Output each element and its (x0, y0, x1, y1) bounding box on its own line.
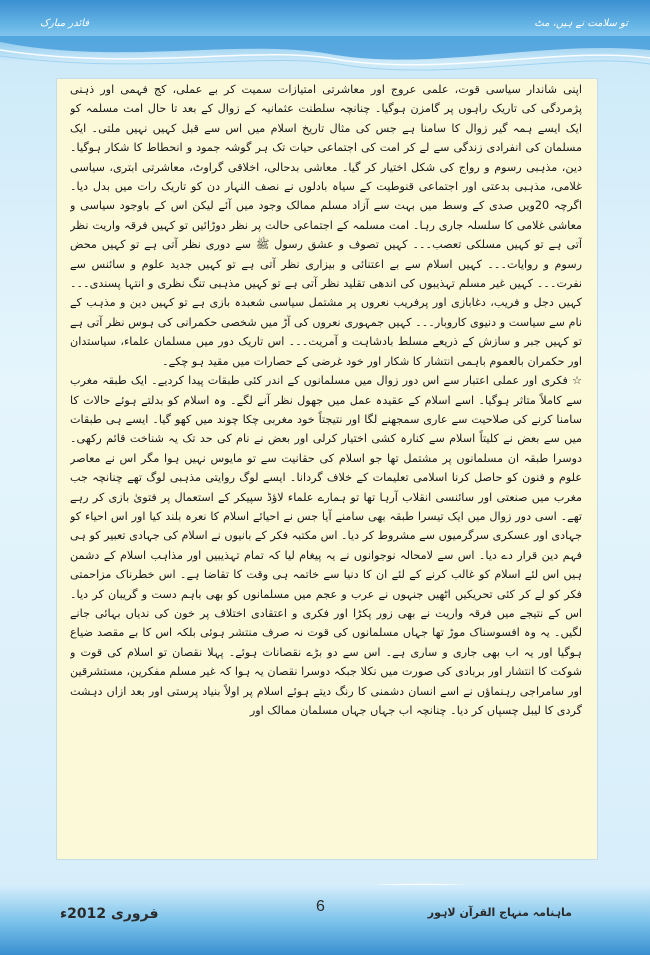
header-wave-ornament (0, 36, 650, 76)
paragraph-2: ☆ فکری اور عملی اعتبار سے اس دور زوال میں مسلمانوں کے اندر کئی طبقات پیدا کردیے۔ ایک طبقہ مغرب سے کاملاً متاثر ہوگیا۔ اسے اسلام کے عقیدہ عمل میں جھول نظر آنے لگے۔ وہ اسلام کو بدلتے ہوئے حالات کا سامنا کرنے کی صلاحیت سے عاری سمجھنے لگا اور نتیجتاً خود مغربی چکا چوند میں کھو گیا۔ ایسے ہی طبقات میں سے بعض نے کلیتاً اسلام سے کنارہ کشی اختیار کرلی اور بعض نے نام کی حد تک یہ شناخت قائم رکھی۔ دوسرا طبقہ ان مسلمانوں پر مشتمل تھا جو اسلام کی حقانیت سے تو مایوس نہیں ہوا مگر اس نے معاصر علوم و فنون کو حاصل کرنا اسلامی تعلیمات کے خلاف گردانا۔ ایسے لوگ روایتی مذہبی لوگ تھے چنانچہ جب مغرب میں صنعتی اور سائنسی انقلاب آرہا تھا تو ہمارے علماء لاؤڈ سپیکر کے استعمال پر فتویٰ بازی کر رہے تھے۔ اسی دور زوال میں ایک تیسرا طبقہ بھی سامنے آیا جس نے احیائے اسلام کا نعرہ بلند کیا اور اس احیاء کو جہادی اور عسکری سرگرمیوں سے مشروط کر دیا۔ اس مکتبہ فکر کے بانیوں نے اسلام کی جہادی تعبیر کو ہی فہم دین قرار دے دیا۔ اس سے لامحالہ نوجوانوں نے یہ پیغام لیا کہ تمام تہذیبیں اور مذاہب اسلام کے دشمن ہیں اس لئے اسلام کو غالب کرنے کے لئے ان کا دنیا سے خاتمہ ہی وقت کا تقاضا ہے۔ اس خطرناک مزاحمتی فکر کو لے کر کئی تحریکیں اٹھیں جنہوں نے عرب و عجم میں مسلمانوں کو بھی باہم دست و گریبان کر دیا۔ اس کے نتیجے میں فرقہ واریت نے بھی زور پکڑا اور فکری و اعتقادی اختلاف پر خون کی ندیاں بہائی جانے لگیں۔ یہ وہ افسوسناک موڑ تھا جہاں مسلمانوں کی قوت نہ صرف منتشر ہوئی بلکہ اس کا بے مقصد ضیاع ہوگیا اور یہ اب بھی جاری و ساری ہے۔ اس سے دو بڑے نقصانات ہوئے۔ پہلا نقصان تو اسلام کی قوت و شوکت کا انتشار اور بربادی کی صورت میں نکلا جبکہ دوسرا نقصان یہ ہوا کہ غیر مسلم مفکرین، مستشرقین اور سامراجی رہنماؤں نے اسے انسان دشمنی کا رنگ دیتے ہوئے اسلام پر اولاً بنیاد پرستی اور بعد ازاں دہشت گردی کا لیبل چسپاں کر دیا۔ چنانچہ اب جہاں جہاں مسلمان ممالک اور (70, 374, 582, 717)
paragraph-1: اپنی شاندار سیاسی قوت، علمی عروج اور معاشرتی امتیازات سمیت کر بے عملی، کج فہمی اور ذہنی پژمردگی کی تاریک راہوں پر گامزن ہوگیا۔ چنانچہ سلطنت عثمانیہ کے زوال کے بعد تا حال امت مسلمہ کو ایک ایسے ہمہ گیر زوال کا سامنا ہے جس کی مثال تاریخ اسلام میں اس سے قبل کہیں نہیں ملتی۔ ایک مسلمان کی انفرادی زندگی سے لے کر امت کی اجتماعی حیات تک ہر گوشہ جمود و انحطاط کا شکار ہوگیا۔ دین، مذہبی رسوم و رواج کی شکل اختیار کر گیا۔ معاشی بدحالی، اخلاقی گراوٹ، معاشرتی ابتری، سیاسی غلامی، مذہبی بدعتی اور اجتماعی قنوطیت کے سیاہ بادلوں نے نصف النہار دن کو تاریک رات میں بدل دیا۔ اگرچہ 20ویں صدی کے وسط میں بہت سے آزاد مسلم ممالک وجود میں آئے لیکن اس کے باوجود سیاسی و معاشی غلامی کا سلسلہ جاری رہا۔ امت مسلمہ کے اجتماعی حالت پر نظر دوڑائیں تو کہیں فرقہ واریت نظر آتی ہے تو کہیں مسلکی تعصب۔۔۔ کہیں تصوف و عشق رسول ﷺ سے دوری نظر آتی ہے تو کہیں محض رسوم و روایات۔۔۔ کہیں اسلام سے بے اعتنائی و بیزاری نظر آتی ہے تو کہیں جدید علوم و سائنس سے نفرت۔۔۔ کہیں غیر مسلم تہذیبوں کی اندھی تقلید نظر آتی ہے تو کہیں مذہبی تنگ نظری و انتہا پسندی۔۔۔ کہیں دجل و فریب، دغابازی اور پرفریب نعروں پر مشتمل سیاسی شعبدہ بازی ہے تو کہیں دین و مذہب کے نام سے سیاست و دنیوی کاروبار۔۔۔ کہیں جمہوری نعروں کی آڑ میں شخصی حکمرانی کی ہوس نظر آتی ہے تو کہیں جبر و سازش کے ذریعے مسلط بادشاہت و آمریت۔۔۔ اس تاریک دور میں مسلمان علماء، سیاستدان اور حکمران بالعموم باہمی انتشار کا شکار اور خود غرضی کے حصارات میں مقید ہو چکے۔ (70, 83, 582, 368)
magazine-name: ماہنامہ منہاج القرآن لاہور (427, 906, 572, 919)
header-left-text: فائدر مبارک (40, 18, 90, 29)
header-right-text: تو سلامت نے ہیں، مٹ (534, 18, 628, 29)
article-body (70, 80, 582, 860)
issue-date: فروری 2012ء (60, 906, 159, 922)
page-number: 6 (316, 898, 325, 915)
